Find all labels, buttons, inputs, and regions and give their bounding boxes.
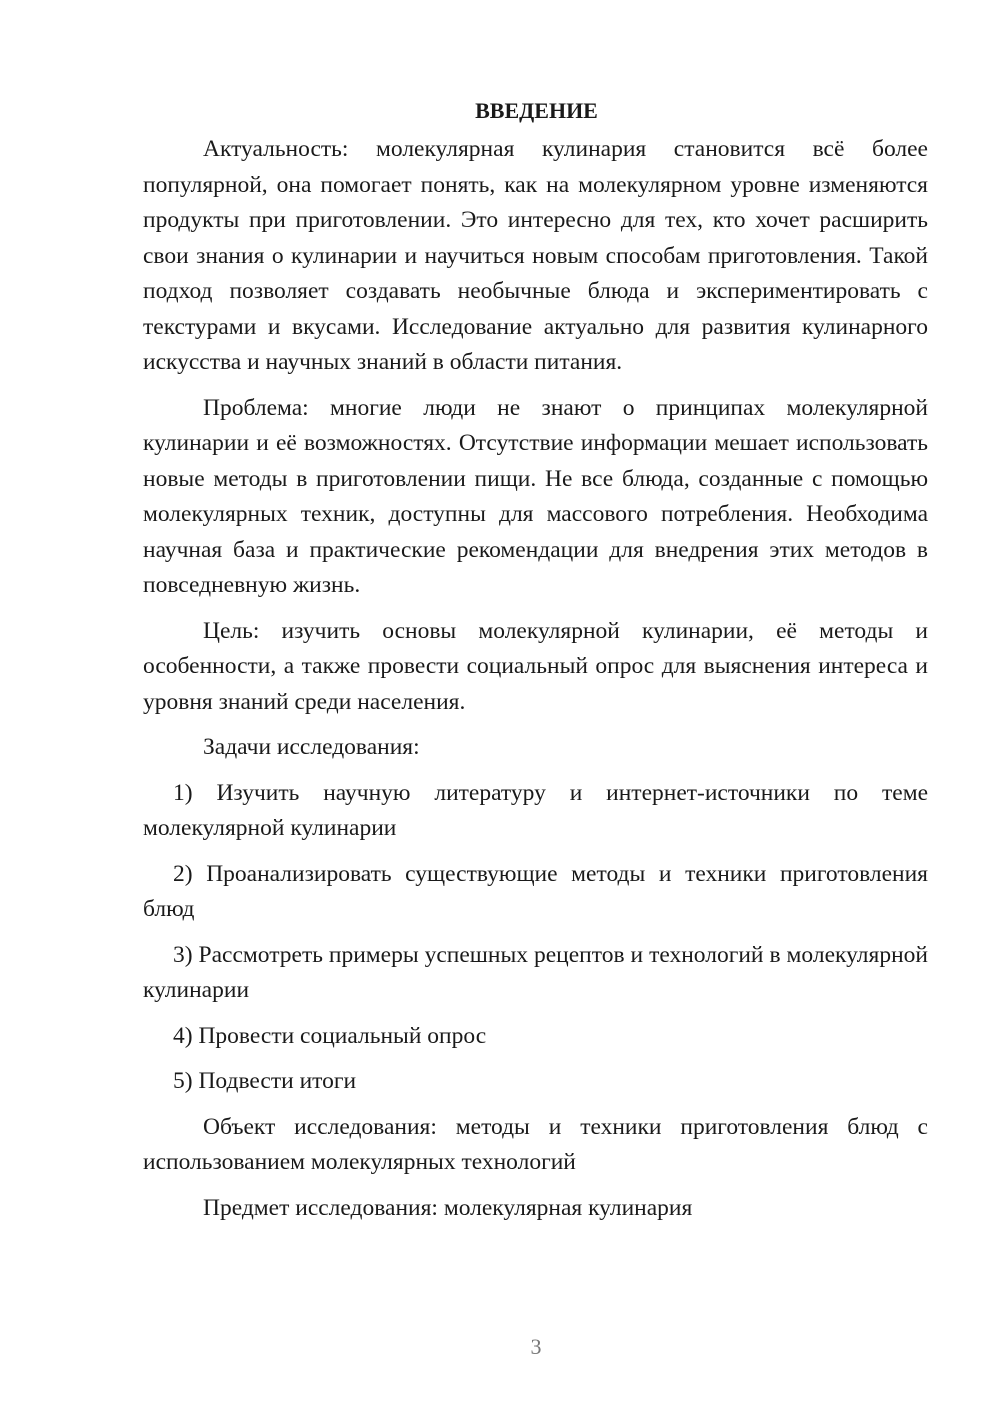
relevance-paragraph: Актуальность: молекулярная кулинария становится всё более популярной, она помогает понять, как на молекулярном уровне изменяются продукты при приготовлении. Это интересно для тех, кто хочет расширить свои знания о кулинарии и научиться новым способам приготовления. Такой подход позволяет создавать необычные блюда и экспериментировать с текстурами и вкусами. Исследование актуально для развития кулинарного искусства и научных знаний в области питания. (143, 136, 928, 375)
subject-paragraph: Предмет исследования: молекулярная кулинария (203, 1194, 693, 1221)
task-item-2: 2) Проанализировать существующие методы и техники приготовления блюд (143, 860, 928, 922)
task-item-1: 1) Изучить научную литературу и интернет-источники по теме молекулярной кулинарии (143, 779, 928, 841)
task-item-4: 4) Провести социальный опрос (173, 1022, 487, 1049)
task-item-5: 5) Подвести итоги (173, 1068, 357, 1094)
problem-paragraph: Проблема: многие люди не знают о принципах молекулярной кулинарии и её возможностях. Отсутствие информации мешает использовать новые методы в приготовлении пищи. Не все блюда, созданные с помощью молекулярных техник, доступны для массового потребления. Необходима научная база и практические рекомендации для внедрения этих методов в повседневную жизнь. (143, 394, 928, 598)
goal-paragraph: Цель: изучить основы молекулярной кулинарии, её методы и особенности, а также провести социальный опрос для выяснения интереса и уровня знаний среди населения. (143, 617, 928, 715)
tasks-intro: Задачи исследования: (203, 734, 420, 760)
page-number: 3 (530, 1334, 542, 1359)
task-item-3: 3) Рассмотреть примеры успешных рецептов и технологий в молекулярной кулинарии (143, 941, 928, 1003)
object-paragraph: Объект исследования: методы и техники приготовления блюд с использованием молекулярных технологий (143, 1113, 928, 1175)
document-body (143, 94, 928, 1226)
section-heading: ВВЕДЕНИЕ (475, 98, 598, 123)
